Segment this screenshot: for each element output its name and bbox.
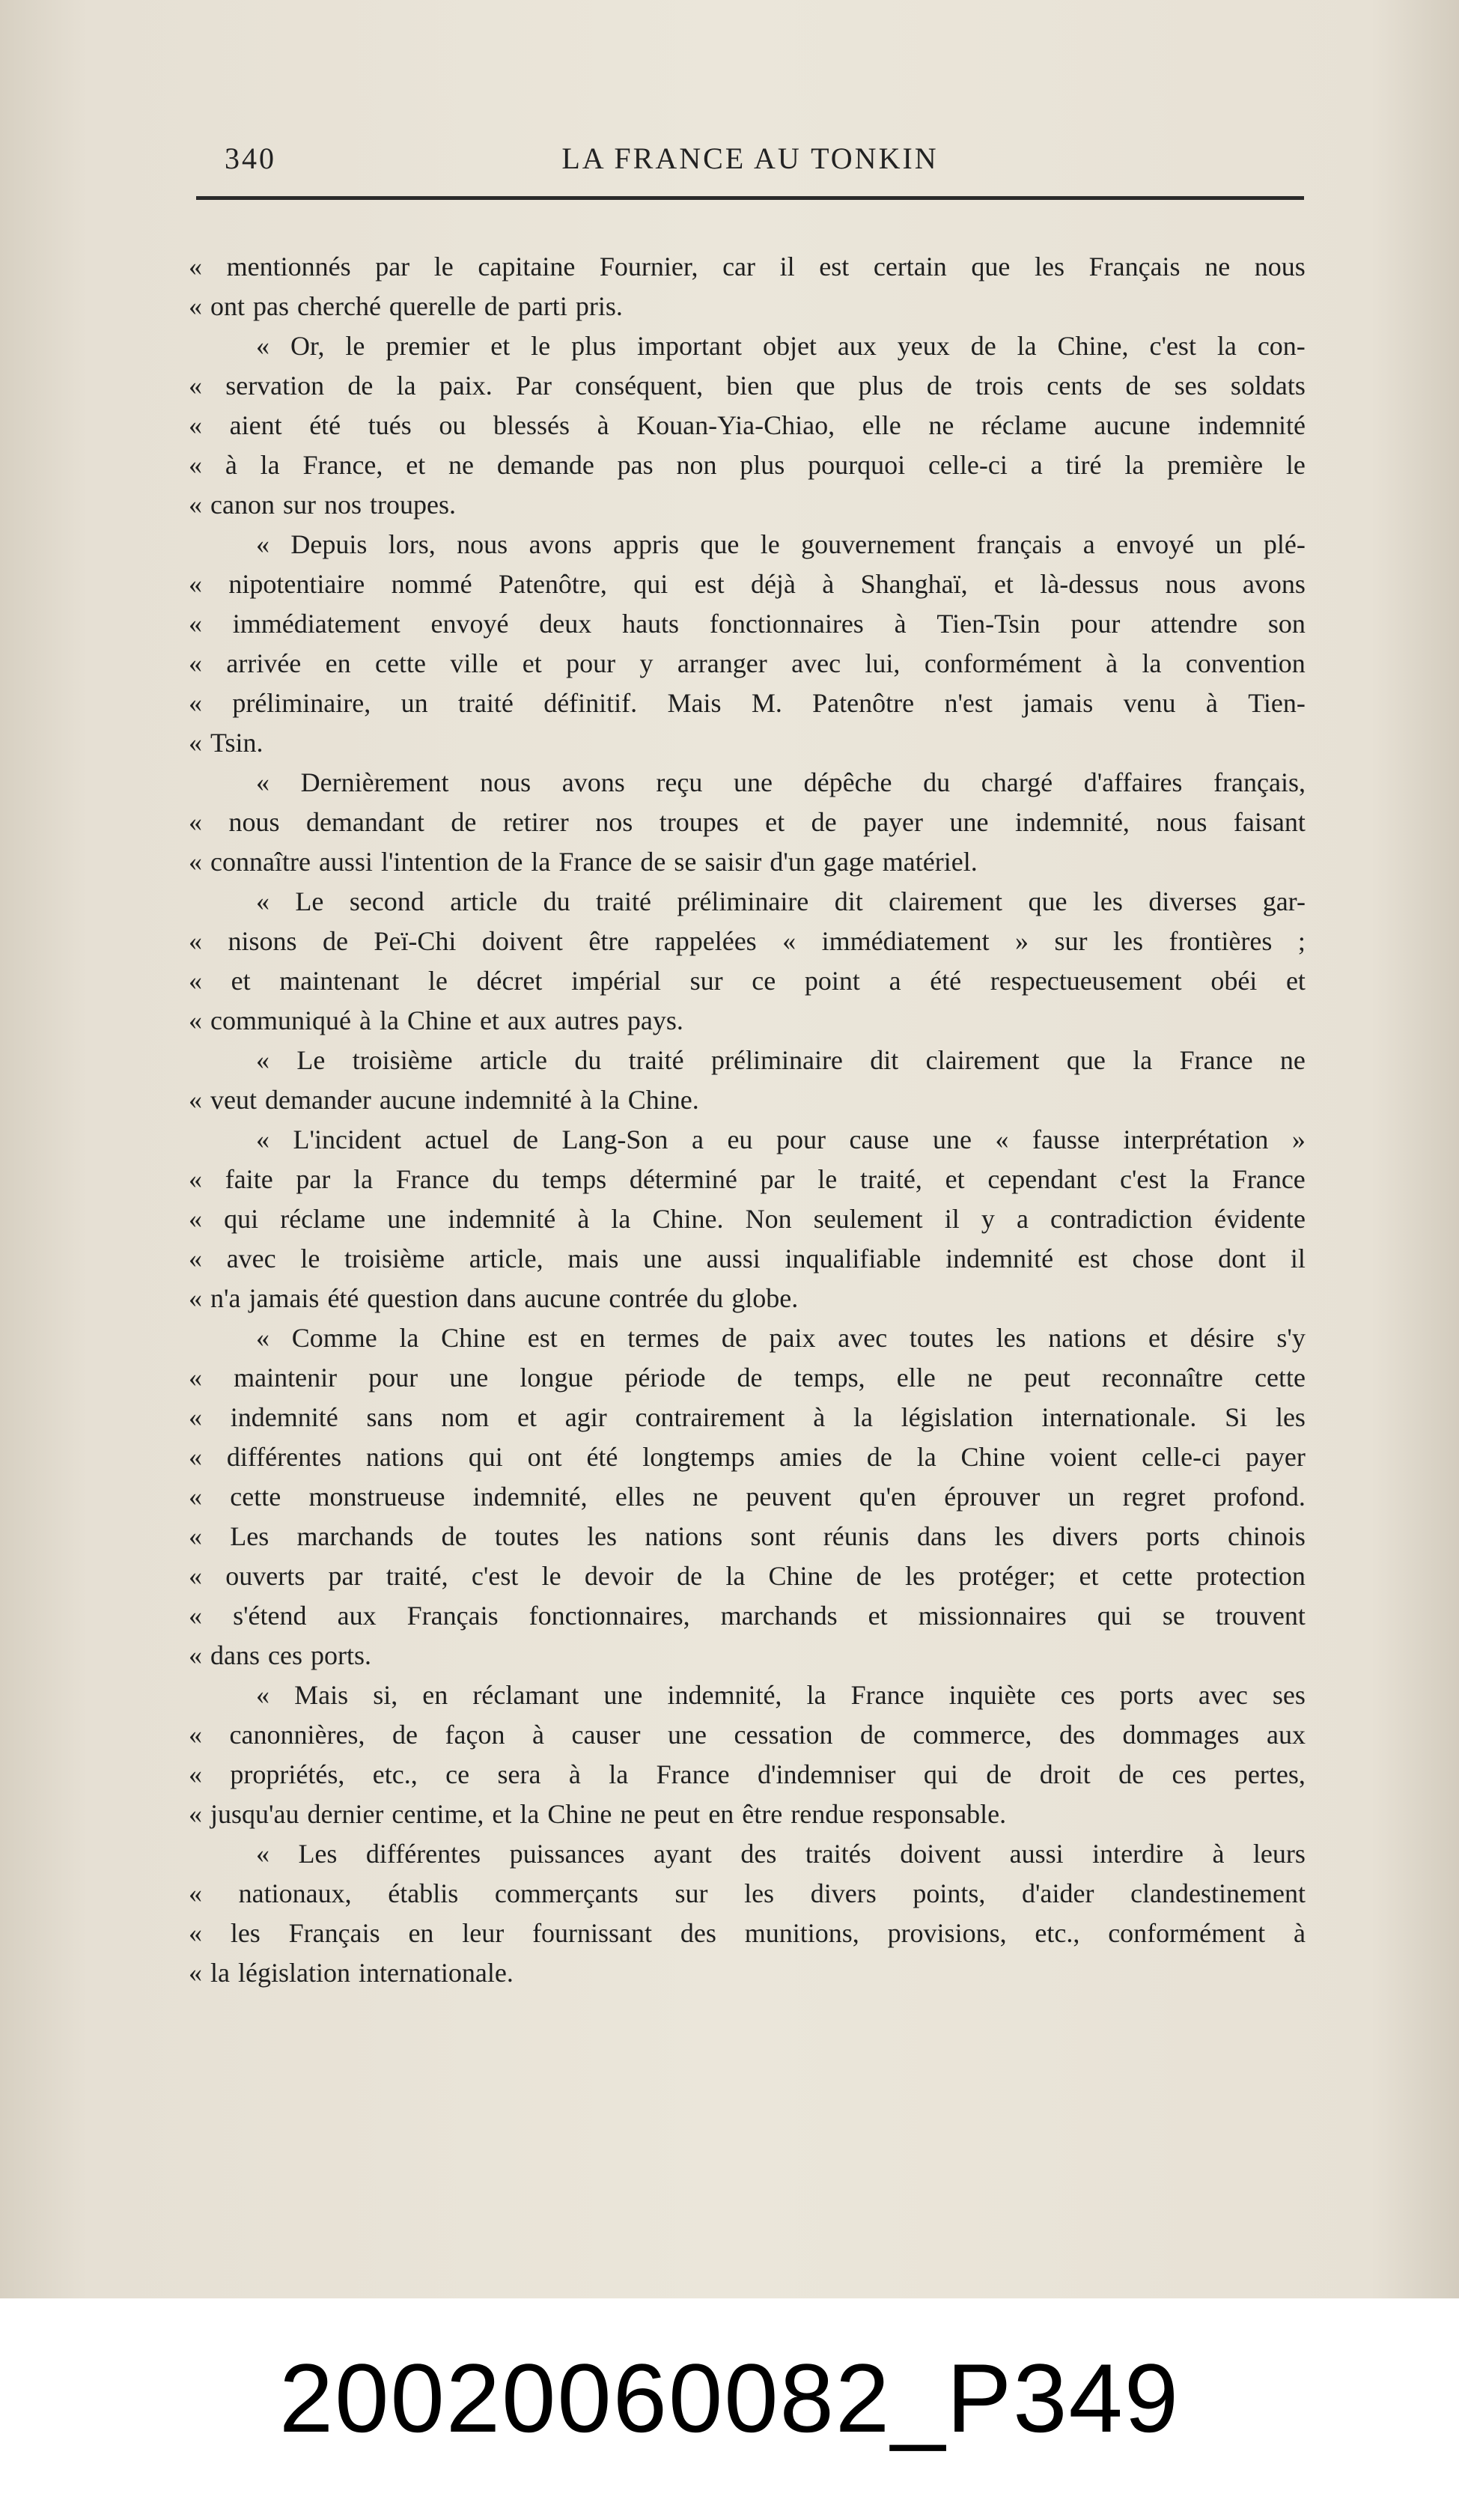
running-title: LA FRANCE AU TONKIN	[561, 141, 939, 175]
text-line: « Le second article du traité préliminaire dit clairement que les diverses gar-	[256, 886, 1306, 916]
text-line: « nisons de Peï-Chi doivent être rappelées « immédiatement » sur les frontières ;	[189, 926, 1306, 956]
text-line: « Depuis lors, nous avons appris que le gouvernement français a envoyé un plé-	[256, 529, 1306, 559]
page-number: 340	[225, 141, 276, 175]
text-line: « n'a jamais été question dans aucune contrée du globe.	[189, 1283, 799, 1313]
text-line: « propriétés, etc., ce sera à la France d'indemniser qui de droit de ces pertes,	[189, 1759, 1306, 1789]
text-line: « veut demander aucune indemnité à la Chine.	[189, 1085, 699, 1115]
caption-area	[0, 2298, 1459, 2520]
text-line: « nationaux, établis commerçants sur les divers points, d'aider clandestinement	[189, 1878, 1306, 1908]
text-line: « indemnité sans nom et agir contrairement à la législation internationale. Si les	[189, 1402, 1306, 1432]
text-line: « communiqué à la Chine et aux autres pays.	[189, 1005, 683, 1035]
text-line: « qui réclame une indemnité à la Chine. Non seulement il y a contradiction évidente	[189, 1204, 1306, 1234]
text-line: « la législation internationale.	[189, 1958, 514, 1988]
text-line: « différentes nations qui ont été longtemps amies de la Chine voient celle-ci payer	[189, 1442, 1306, 1472]
text-line: « Mais si, en réclamant une indemnité, la France inquiète ces ports avec ses	[256, 1680, 1306, 1710]
text-line: « ouverts par traité, c'est le devoir de la Chine de les protéger; et cette protection	[189, 1561, 1306, 1591]
header-rule	[196, 196, 1304, 200]
image-caption: 20020060082_P349	[278, 2343, 1181, 2453]
text-line: « Les marchands de toutes les nations sont réunis dans les divers ports chinois	[189, 1521, 1306, 1551]
body-text	[189, 247, 1306, 1993]
text-line: « canon sur nos troupes.	[189, 490, 456, 520]
text-line: « canonnières, de façon à causer une cessation de commerce, des dommages aux	[189, 1720, 1306, 1750]
text-line: « mentionnés par le capitaine Fournier, car il est certain que les Français ne nous	[189, 252, 1306, 281]
text-line: « connaître aussi l'intention de la France de se saisir d'un gage matériel.	[189, 847, 978, 877]
text-line: « nipotentiaire nommé Patenôtre, qui est déjà à Shanghaï, et là-dessus nous avons	[189, 569, 1306, 599]
text-line: « Or, le premier et le plus important objet aux yeux de la Chine, c'est la con-	[256, 331, 1306, 361]
text-line: « servation de la paix. Par conséquent, bien que plus de trois cents de ses soldats	[189, 371, 1306, 401]
text-line: « maintenir pour une longue période de temps, elle ne peut reconnaître cette	[189, 1363, 1306, 1393]
text-line: « Le troisième article du traité préliminaire dit clairement que la France ne	[256, 1045, 1306, 1075]
text-line: « ont pas cherché querelle de parti pris.	[189, 291, 623, 321]
text-line: « immédiatement envoyé deux hauts fonctionnaires à Tien-Tsin pour attendre son	[189, 609, 1306, 639]
text-line: « faite par la France du temps déterminé par le traité, et cependant c'est la France	[189, 1164, 1306, 1194]
text-line: « préliminaire, un traité définitif. Mais M. Patenôtre n'est jamais venu à Tien-	[189, 688, 1306, 718]
text-line: « Tsin.	[189, 728, 264, 758]
text-line: « et maintenant le décret impérial sur ce point a été respectueusement obéi et	[189, 966, 1306, 996]
text-line: « à la France, et ne demande pas non plus pourquoi celle-ci a tiré la première le	[189, 450, 1306, 480]
text-line: « aient été tués ou blessés à Kouan-Yia-Chiao, elle ne réclame aucune indemnité	[189, 410, 1306, 440]
text-line: « L'incident actuel de Lang-Son a eu pour cause une « fausse interprétation »	[256, 1124, 1306, 1154]
text-line: « arrivée en cette ville et pour y arranger avec lui, conformément à la convention	[189, 648, 1306, 678]
text-line: « Les différentes puissances ayant des traités doivent aussi interdire à leurs	[256, 1839, 1306, 1869]
text-line: « Comme la Chine est en termes de paix avec toutes les nations et désire s'y	[256, 1323, 1306, 1353]
text-line: « s'étend aux Français fonctionnaires, marchands et missionnaires qui se trouvent	[189, 1601, 1306, 1631]
text-line: « nous demandant de retirer nos troupes et de payer une indemnité, nous faisant	[189, 807, 1306, 837]
text-line: « dans ces ports.	[189, 1640, 371, 1670]
text-line: « Dernièrement nous avons reçu une dépêche du chargé d'affaires français,	[256, 767, 1306, 797]
text-line: « avec le troisième article, mais une aussi inqualifiable indemnité est chose dont il	[189, 1244, 1306, 1273]
text-line: « jusqu'au dernier centime, et la Chine ne peut en être rendue responsable.	[189, 1799, 1007, 1829]
text-line: « cette monstrueuse indemnité, elles ne peuvent qu'en éprouver un regret profond.	[189, 1482, 1306, 1512]
text-line: « les Français en leur fournissant des munitions, provisions, etc., conformément à	[189, 1918, 1306, 1948]
page-header	[196, 135, 1304, 180]
